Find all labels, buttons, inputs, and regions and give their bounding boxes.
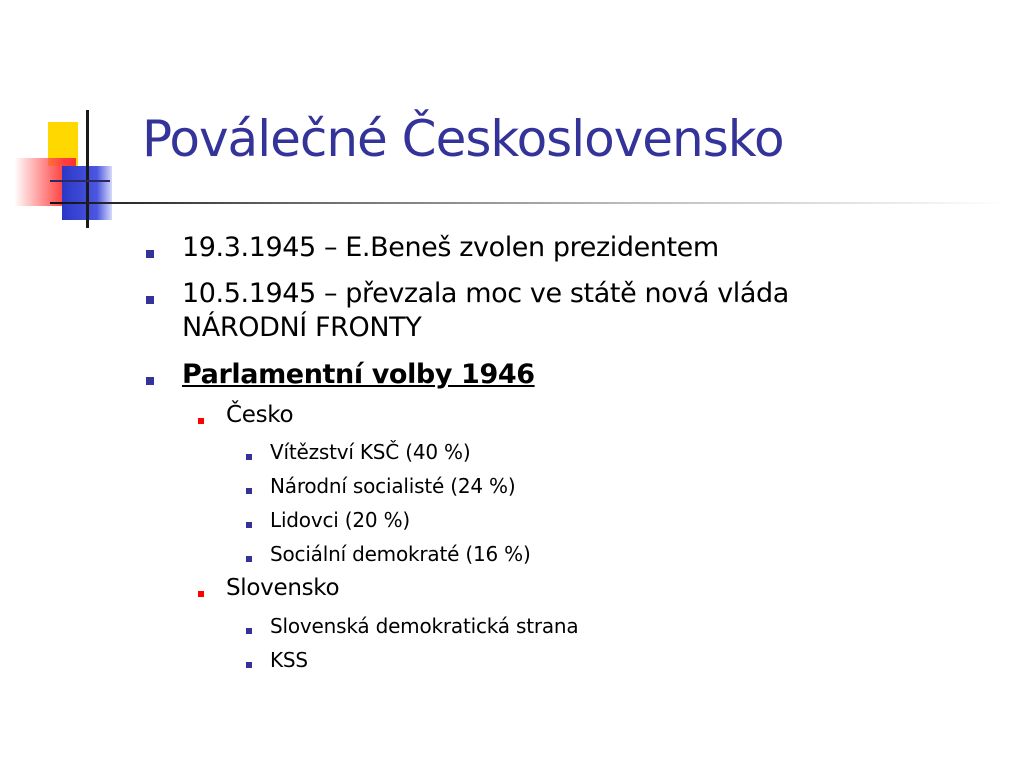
list-item: 19.3.1945 – E.Beneš zvolen prezidentem [182,232,719,263]
list-item: Národní socialisté (24 %) [270,474,516,498]
slide-title: Poválečné Československo [142,110,784,168]
list-item-continuation: NÁRODNÍ FRONTY [182,312,422,343]
section-heading: Parlamentní volby 1946 [182,359,535,390]
bullet-marker [198,591,204,597]
bullet-marker [146,250,154,258]
list-item: Slovenská demokratická strana [270,614,579,638]
list-item: Vítězství KSČ (40 %) [270,440,471,464]
bullet-marker [246,662,252,668]
subsection-heading: Česko [226,402,294,428]
bullet-marker [246,522,252,528]
bullet-marker [146,377,154,385]
list-item: KSS [270,648,308,672]
bullet-marker [146,296,154,304]
subsection-heading: Slovensko [226,575,340,601]
title-underline-rule [50,202,1010,204]
bullet-marker [198,418,204,424]
bullet-marker [246,628,252,634]
bullet-marker [246,454,252,460]
vertical-rule [86,110,89,228]
bullet-marker [246,556,252,562]
list-item: Lidovci (20 %) [270,508,410,532]
bullet-marker [246,488,252,494]
decorative-logo-icon [0,0,140,240]
list-item: 10.5.1945 – převzala moc ve státě nová vláda [182,278,789,309]
short-rule [50,180,110,182]
list-item: Sociální demokraté (16 %) [270,542,531,566]
